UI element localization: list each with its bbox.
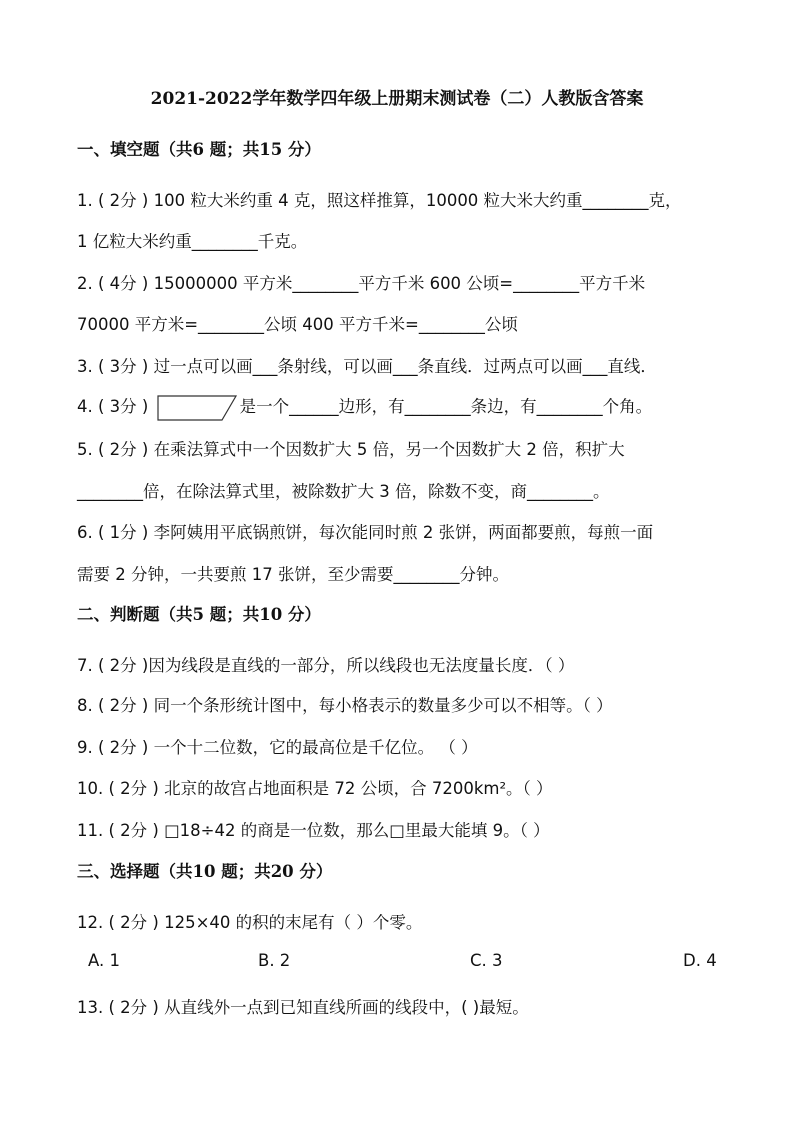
question-4-suffix: 是一个______边形，有________条边，有________个角。	[239, 397, 653, 416]
question-8: 8. ( 2分 ) 同一个条形统计图中，每小格表示的数量多少可以不相等。（ ）	[77, 696, 613, 715]
question-5-line-1: 5. ( 2分 ) 在乘法算式中一个因数扩大 5 倍，另一个因数扩大 2 倍，积扩大	[77, 440, 625, 459]
page-title: 2021-2022学年数学四年级上册期末测试卷（二）人教版含答案	[150, 89, 644, 109]
question-2-line-2: 70000 平方米=________公顷 400 平方千米=________公顷	[77, 315, 518, 334]
question-2-line-1: 2. ( 4分 ) 15000000 平方米________平方千米 600 公顷=________平方千米	[77, 274, 646, 293]
section-multiple-choice-title: 三、选择题（共10 题；共20 分）	[77, 862, 333, 881]
section-true-false-title: 二、判断题（共5 题；共10 分）	[77, 605, 321, 624]
question-13: 13. ( 2分 ) 从直线外一点到已知直线所画的线段中，( )最短。	[77, 998, 529, 1017]
question-3: 3. ( 3分 ) 过一点可以画___条射线，可以画___条直线．过两点可以画___直线．	[77, 357, 657, 376]
question-5-line-2: ________倍，在除法算式里，被除数扩大 3 倍，除数不变，商________。	[77, 482, 610, 501]
question-1-line-1: 1. ( 2分 ) 100 粒大米约重 4 克，照这样推算，10000 粒大米大约重________克，	[77, 191, 682, 210]
question-6-line-2: 需要 2 分钟，一共要煎 17 张饼，至少需要________分钟。	[77, 565, 509, 584]
question-7: 7. ( 2分 )因为线段是直线的一部分，所以线段也无法度量长度．（ ）	[77, 656, 575, 675]
question-11: 11. ( 2分 ) □18÷42 的商是一位数，那么□里最大能填 9。（ ）	[77, 821, 550, 840]
question-6-line-1: 6. ( 1分 ) 李阿姨用平底锅煎饼，每次能同时煎 2 张饼，两面都要煎，每煎一面	[77, 523, 654, 542]
question-12-option-d: D. 4	[683, 951, 717, 970]
parallelogram-figure	[156, 394, 238, 422]
question-4-prefix: 4. ( 3分 )	[77, 397, 154, 416]
question-12-option-b: B. 2	[258, 951, 291, 970]
question-1-line-2: 1 亿粒大米约重________千克。	[77, 232, 308, 251]
question-9: 9. ( 2分 ) 一个十二位数，它的最高位是千亿位。 （ ）	[77, 738, 478, 757]
question-12: 12. ( 2分 ) 125×40 的积的末尾有（ ）个零。	[77, 913, 423, 932]
section-fill-in-title: 一、填空题（共6 题；共15 分）	[77, 140, 321, 159]
question-4	[77, 393, 652, 422]
question-10: 10. ( 2分 ) 北京的故宫占地面积是 72 公顷，合 7200km²。（ ）	[77, 779, 553, 798]
question-12-option-a: A. 1	[88, 951, 120, 970]
question-12-option-c: C. 3	[470, 951, 503, 970]
